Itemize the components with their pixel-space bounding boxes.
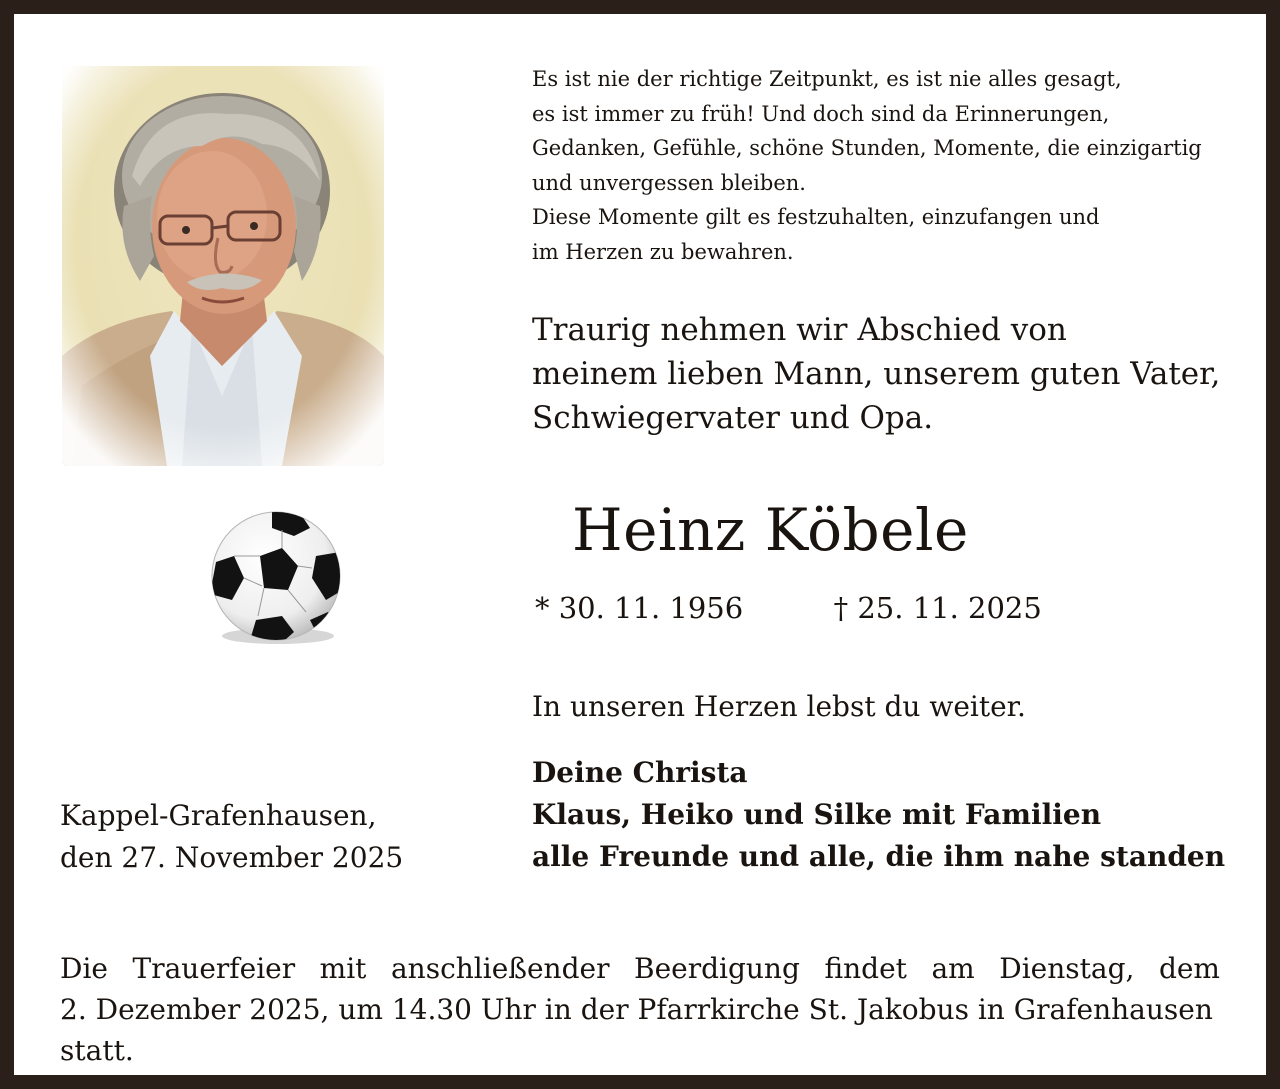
- date-line: den 27. November 2025: [60, 841, 404, 874]
- mourner-line: Klaus, Heiko und Silke mit Familien: [532, 798, 1102, 831]
- memorial-quote: In unseren Herzen lebst du weiter.: [532, 690, 1026, 723]
- place-and-date: [60, 795, 403, 879]
- deceased-name: Heinz Köbele: [572, 496, 969, 564]
- mourner-line: Deine Christa: [532, 756, 748, 789]
- mourners: [532, 752, 1225, 878]
- poem-line: im Herzen zu bewahren.: [532, 239, 794, 264]
- poem-line: und unvergessen bleiben.: [532, 170, 806, 195]
- poem-line: Es ist nie der richtige Zeitpunkt, es ist nie alles gesagt,: [532, 67, 1122, 91]
- notice-line: 2. Dezember 2025, um 14.30 Uhr in der Pfarrkirche St. Jakobus in Grafenhausen statt.: [60, 993, 1213, 1067]
- poem: [532, 62, 1232, 269]
- poem-line: es ist immer zu früh! Und doch sind da Erinnerungen,: [532, 101, 1110, 126]
- poem-line: Diese Momente gilt es festzuhalten, einzufangen und: [532, 205, 1100, 229]
- intro-line: Schwiegervater und Opa.: [532, 400, 934, 436]
- notice-line: Die Trauerfeier mit anschließender Beerdigung findet am Dienstag, dem: [60, 952, 1220, 985]
- death-date: † 25. 11. 2025: [833, 591, 1042, 625]
- place-line: Kappel-Grafenhausen,: [60, 799, 377, 832]
- intro-line: meinem lieben Mann, unserem guten Vater,: [532, 356, 1221, 392]
- funeral-notice: [60, 948, 1220, 1071]
- announcement-intro: [532, 308, 1232, 440]
- birth-date: * 30. 11. 1956: [535, 591, 744, 625]
- soccer-ball-icon: [206, 508, 346, 652]
- mourner-line: alle Freunde und alle, die ihm nahe standen: [532, 840, 1226, 873]
- intro-line: Traurig nehmen wir Abschied von: [532, 312, 1067, 348]
- portrait-illustration: [62, 66, 384, 466]
- life-dates: [535, 588, 1042, 628]
- portrait-photo: [62, 66, 384, 466]
- poem-line: Gedanken, Gefühle, schöne Stunden, Momente, die einzigartig: [532, 136, 1202, 160]
